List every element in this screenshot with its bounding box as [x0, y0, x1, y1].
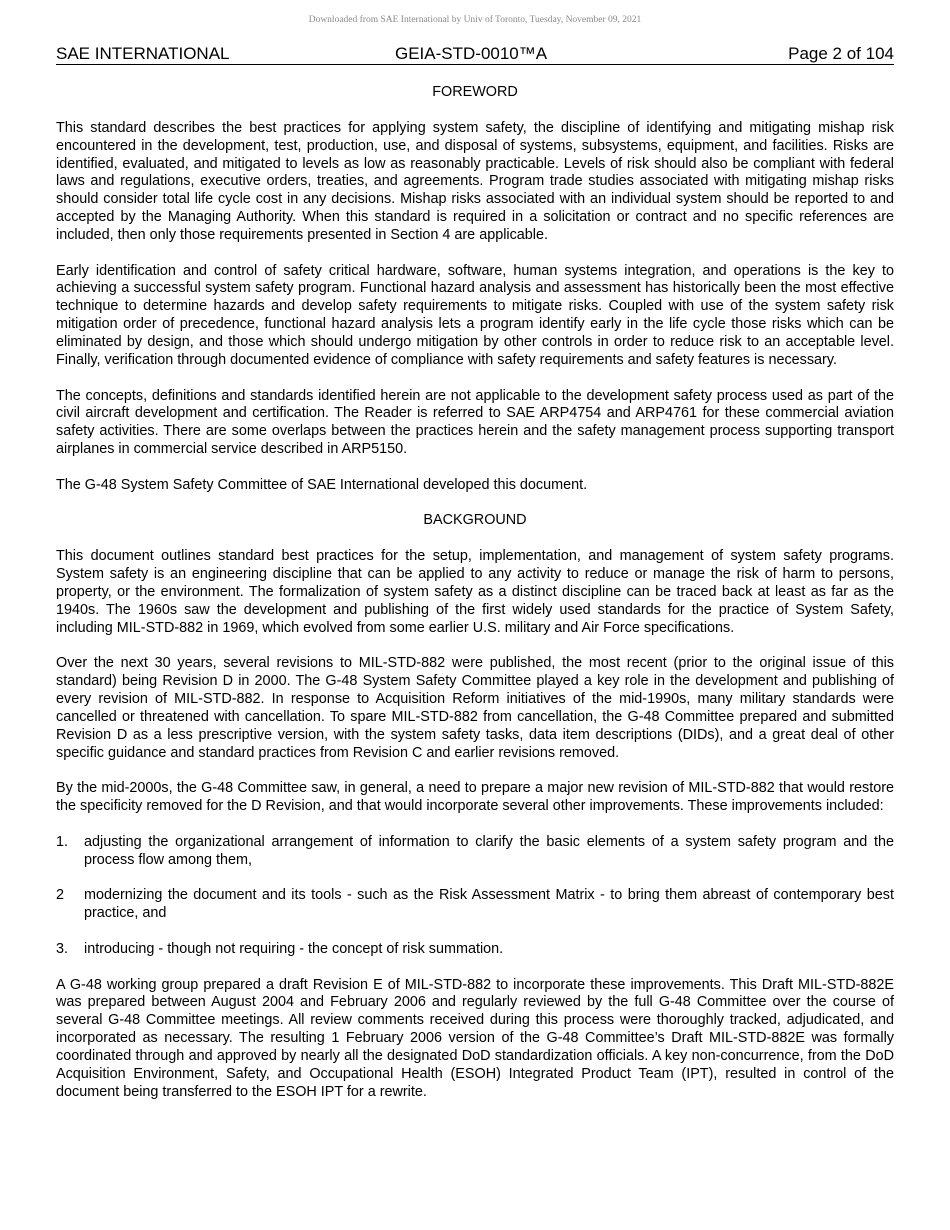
- foreword-paragraph: The concepts, definitions and standards identified herein are not applicable to the development safety process used as part of the civil aircraft development and certification. The Reader is referred to SAE ARP4754 and ARP4761 for these commercial aviation safety activities. There are some overlaps between the practices herein and the safety management process supporting transport airplanes in commercial service described in ARP5150.: [56, 387, 894, 458]
- foreword-heading: FOREWORD: [432, 84, 518, 100]
- header-organization: SAE INTERNATIONAL: [56, 44, 230, 63]
- download-notice: Downloaded from SAE International by Univ of Toronto, Tuesday, November 09, 2021: [308, 15, 642, 25]
- background-heading: BACKGROUND: [423, 512, 527, 529]
- list-text: adjusting the organizational arrangement of information to clarify the basic elements of a system safety program and the process flow among them,: [84, 833, 894, 868]
- list-number: 2: [56, 887, 65, 904]
- list-number: 1.: [56, 833, 69, 850]
- document-body: [56, 84, 894, 1119]
- list-item: [56, 887, 894, 923]
- list-text: introducing - though not requiring - the concept of risk summation.: [84, 940, 504, 957]
- header-document-id: GEIA-STD-0010™A: [395, 44, 548, 63]
- foreword-paragraph: This standard describes the best practices for applying system safety, the discipline of identifying and mitigating mishap risk encountered in the development, test, production, use, and disposal of systems, subsystems, equipment, and facilities. Risks are identified, evaluated, and mitigated to levels as low as reasonably practicable. Levels of risk should also be compliant with federal laws and regulations, executive orders, treaties, and agreements. Program trade studies associated with mitigating mishap risks should consider total life cycle cost in any decisions. Mishap risks associated with an individual system should be reported to and accepted by the Managing Authority. When this standard is required in a solicitation or contract and no specific references are included, then only those requirements presented in Section 4 are applicable.: [56, 119, 894, 243]
- foreword-paragraph: The G-48 System Safety Committee of SAE International developed this document.: [56, 476, 588, 493]
- list-item: [56, 834, 894, 870]
- list-number: 3.: [56, 940, 69, 957]
- background-paragraph: Over the next 30 years, several revisions to MIL-STD-882 were published, the most recent (prior to the original issue of this standard) being Revision D in 2000. The G-48 System Safety Committee played a key role in the development and publishing of every revision of MIL-STD-882. In response to Acquisition Reform initiatives of the mid-1990s, many military standards were cancelled or threatened with cancellation. To spare MIL-STD-882 from cancellation, the G-48 Committee prepared and submitted Revision D as a less prescriptive version, with the system safety tasks, data item descriptions (DIDs), and a great deal of other specific guidance and standard practices from Revision C and earlier revisions removed.: [56, 655, 894, 761]
- list-text: modernizing the document and its tools - such as the Risk Assessment Matrix - to bring them abreast of contemporary best practice, and: [84, 887, 894, 922]
- page-header: [56, 44, 894, 65]
- foreword-paragraph: Early identification and control of safety critical hardware, software, human systems integration, and operations is the key to achieving a successful system safety program. Functional hazard analysis and assessment has historically been the most effective technique to determine hazards and develop safety requirements to mitigate risks. Coupled with use of the system safety risk mitigation order of precedence, functional hazard analysis lets a program identify early in the life cycle those risks which can be eliminated by design, and those which should undergo mitigation by other controls in order to reduce risk to an acceptable level. Finally, verification through documented evidence of compliance with safety requirements and safety features is necessary.: [56, 262, 894, 368]
- list-item: [56, 941, 894, 959]
- background-closing-paragraph: A G-48 working group prepared a draft Revision E of MIL-STD-882 to incorporate these improvements. This Draft MIL-STD-882E was prepared between August 2004 and February 2006 and regularly reviewed by the full G-48 Committee over the course of several G-48 Committee meetings. All review comments received during this process were thoroughly tracked, adjudicated, and incorporated as necessary. The resulting 1 February 2006 version of the G-48 Committee’s Draft MIL-STD-882E was formally coordinated through and approved by nearly all the designated DoD standardization officials. A key non-concurrence, from the DoD Acquisition Environment, Safety, and Occupational Health (ESOH) Integrated Product Team (IPT), resulted in control of the document being transferred to the ESOH IPT for a rewrite.: [56, 976, 894, 1100]
- background-paragraph: This document outlines standard best practices for the setup, implementation, and management of system safety programs. System safety is an engineering discipline that can be applied to any activity to reduce or manage the risk of harm to persons, property, or the environment. The formalization of system safety as a distinct discipline can be traced back at least as far as the 1940s. The 1960s saw the development and publishing of the first widely used standards for the practice of System Safety, including MIL-STD-882 in 1969, which evolved from some earlier U.S. military and Air Force specifications.: [56, 548, 894, 636]
- background-paragraph: By the mid-2000s, the G-48 Committee saw, in general, a need to prepare a major new revision of MIL-STD-882 that would restore the specificity removed for the D Revision, and that would incorporate several other improvements. These improvements included:: [56, 780, 894, 815]
- header-page-number: Page 2 of 104: [788, 44, 894, 63]
